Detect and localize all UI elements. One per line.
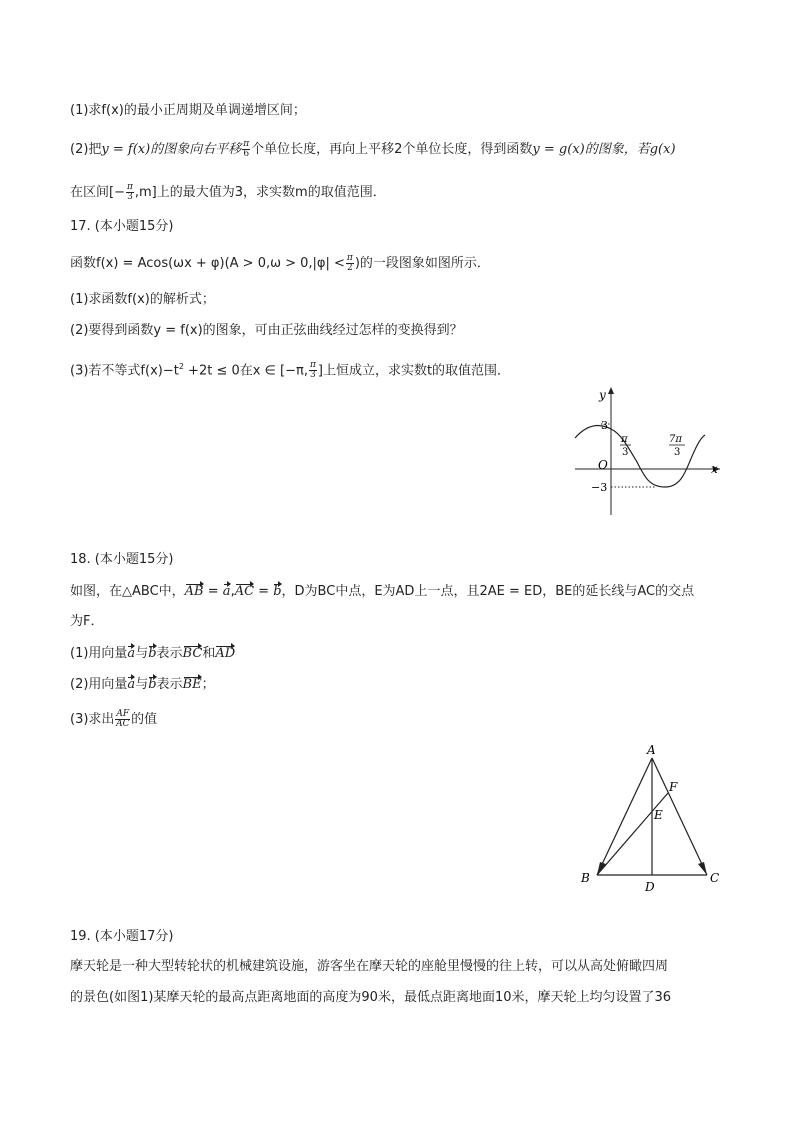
q18-part2-text2: 表示 bbox=[156, 677, 183, 692]
q18-triangle-figure bbox=[575, 738, 725, 898]
q16-part2-math2: y = g(x)的图象，若g(x) bbox=[532, 142, 676, 157]
frac-den: AC bbox=[116, 719, 130, 729]
q18-stem bbox=[70, 583, 694, 601]
q18-stem-text2: ，D为BC中点，E为AD上一点，且2AE = ED，BE的延长线与AC的交点 bbox=[281, 584, 695, 599]
q18-part2-text: (2)用向量 bbox=[70, 677, 128, 692]
q18-part2-end: ； bbox=[201, 677, 215, 692]
label-f: F bbox=[669, 780, 678, 794]
q17-stem-frac bbox=[346, 254, 354, 273]
max-label: 3 bbox=[601, 419, 608, 432]
q16-part2-math: y = f(x)的图象向右平移 bbox=[101, 142, 242, 157]
q17-part1: (1)求函数f(x)的解析式； bbox=[70, 292, 215, 307]
q16-interval-text: 在区间[− bbox=[70, 185, 125, 200]
q16-interval-text2: ,m]上的最大值为3，求实数m的取值范围． bbox=[134, 185, 386, 200]
side-ab bbox=[597, 758, 652, 875]
q16-part2-text: (2)把 bbox=[70, 142, 102, 157]
vector-be: BE bbox=[182, 677, 202, 692]
q17-part2: (2)要得到函数y = f(x)的图象，可由正弦曲线经过怎样的变换得到？ bbox=[70, 323, 463, 338]
q16-part2 bbox=[70, 140, 676, 159]
q17-part3-text3: ]上恒成立，求实数t的取值范围． bbox=[317, 363, 511, 379]
equals-sign: = bbox=[254, 584, 274, 599]
q18-part2 bbox=[70, 676, 215, 694]
q19-line1: 摩天轮是一种大型转轮状的机械建筑设施，游客坐在摩天轮的座舱里慢慢的往上转，可以从高处俯瞰四周 bbox=[70, 959, 669, 974]
vector-b: b bbox=[148, 646, 157, 661]
vector-ac: AC bbox=[234, 584, 255, 599]
label-c: C bbox=[710, 871, 720, 885]
label-a: A bbox=[647, 743, 656, 757]
frac-den: 3 bbox=[310, 370, 316, 381]
vector-ab: AB bbox=[184, 584, 204, 599]
q17-stem bbox=[70, 254, 490, 273]
q18-part3-text2: 的值 bbox=[131, 712, 158, 727]
q18-part1-text: (1)用向量 bbox=[70, 646, 128, 661]
q16-part1: (1)求f(x)的最小正周期及单调递增区间； bbox=[70, 103, 306, 118]
conj: 与 bbox=[135, 646, 149, 661]
q16-part2-cont bbox=[70, 183, 386, 202]
y-axis-arrow bbox=[608, 387, 614, 394]
frac-den: 3 bbox=[127, 192, 133, 202]
tick-pi-3-num: π bbox=[621, 434, 628, 445]
label-b: B bbox=[581, 871, 590, 885]
frac-num: π bbox=[346, 253, 353, 263]
origin-label: O bbox=[598, 458, 608, 472]
q17-part3 bbox=[70, 358, 510, 380]
q17-cosine-graph bbox=[565, 383, 730, 518]
q16-part2-text2: 个单位长度，再向上平移2个单位长度，得到函数 bbox=[251, 142, 533, 157]
q18-heading: 18. (本小题15分) bbox=[70, 552, 174, 567]
q19-heading: 19. (本小题17分) bbox=[70, 929, 174, 944]
arrow-at-b bbox=[597, 862, 606, 875]
q18-part3-frac bbox=[115, 710, 130, 729]
q17-part3-text2: +2t ≤ 0在x ∈ [−π, bbox=[183, 363, 308, 379]
frac-num: AF bbox=[116, 709, 130, 719]
vector-a: a bbox=[127, 646, 136, 661]
q16-interval-frac bbox=[126, 183, 134, 202]
vector-b: b bbox=[273, 584, 282, 599]
q17-stem-text2: )的一段图象如图所示． bbox=[354, 256, 490, 271]
q18-part3 bbox=[70, 710, 157, 729]
q17-part3-text: (3)若不等式f(x)−t bbox=[70, 363, 179, 379]
cosine-curve bbox=[575, 426, 705, 487]
label-d: D bbox=[645, 880, 655, 894]
frac-den: 6 bbox=[243, 149, 250, 159]
frac-num: π bbox=[126, 182, 133, 192]
q17-heading: 17. (本小题15分) bbox=[70, 219, 174, 234]
tick-7pi-3-num: 7π bbox=[669, 434, 682, 445]
equals-sign: = bbox=[203, 584, 223, 599]
conj: 和 bbox=[202, 646, 216, 661]
q16-part2-frac bbox=[242, 140, 250, 159]
q17-stem-text: 函数f(x) = Acos(ωx + φ)(A > 0,ω > 0,|φ| < bbox=[70, 256, 345, 271]
q17-part3-sup: 2 bbox=[178, 362, 184, 371]
frac-den: 2 bbox=[347, 263, 353, 273]
q18-part1 bbox=[70, 645, 235, 663]
vector-b: b bbox=[148, 677, 157, 692]
separator: , bbox=[230, 584, 235, 599]
arrow-at-c bbox=[698, 862, 707, 875]
q18-part3-text: (3)求出 bbox=[70, 712, 115, 727]
q17-part3-frac bbox=[309, 361, 317, 380]
frac-num: π bbox=[309, 360, 316, 371]
vector-ad: AD bbox=[215, 646, 236, 661]
vector-a: a bbox=[127, 677, 136, 692]
q18-part1-text2: 表示 bbox=[156, 646, 183, 661]
x-axis-label: x bbox=[711, 462, 718, 476]
min-label: −3 bbox=[591, 481, 608, 494]
q19-line2: 的景色(如图1)某摩天轮的最高点距离地面的高度为90米，最低点距离地面10米，摩天轮上均匀设置了36 bbox=[70, 990, 672, 1005]
frac-num: π bbox=[243, 139, 250, 149]
vector-bc: BC bbox=[182, 646, 203, 661]
q18-stem-cont: 为F． bbox=[70, 614, 104, 629]
tick-7pi-3-den: 3 bbox=[674, 447, 681, 458]
segment-bf bbox=[597, 793, 668, 875]
y-axis-label: y bbox=[599, 388, 606, 402]
label-e: E bbox=[654, 808, 663, 822]
q18-stem-text: 如图，在△ABC中， bbox=[70, 584, 185, 599]
vector-a: a bbox=[222, 584, 231, 599]
tick-pi-3-den: 3 bbox=[622, 447, 629, 458]
conj: 与 bbox=[135, 677, 149, 692]
